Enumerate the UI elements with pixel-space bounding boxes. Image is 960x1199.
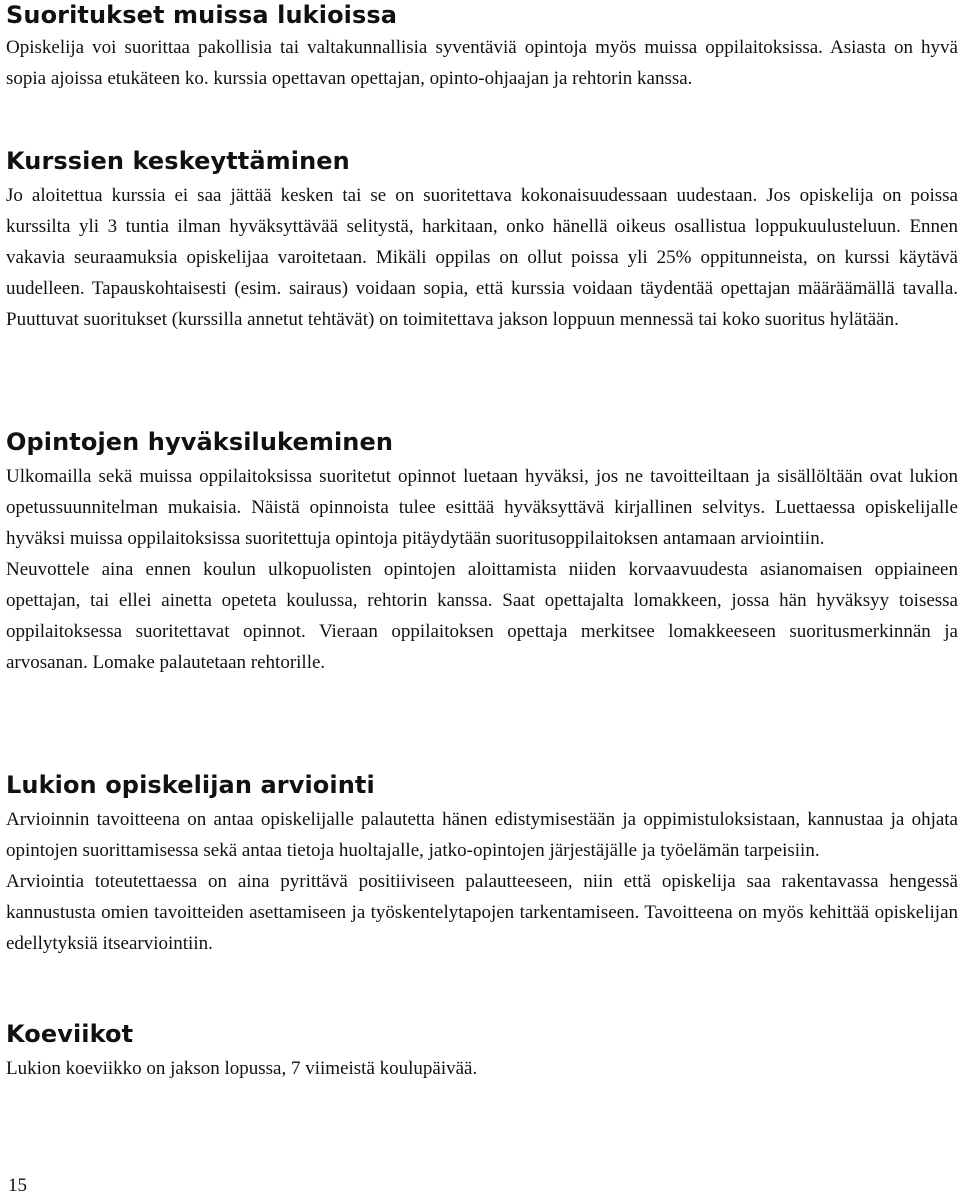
paragraph: Opiskelija voi suorittaa pakollisia tai valtakunnallisia syventäviä opintoja myös muissa oppilaitoksissa. Asiasta on hyvä sopia ajoissa etukäteen ko. kurssia opettavan opettajan, opinto-ohjaajan ja rehtorin kanssa. bbox=[6, 37, 958, 89]
section-lukion-opiskelijan-arviointi bbox=[6, 770, 958, 959]
section-heading: Kurssien keskeyttäminen bbox=[6, 147, 350, 175]
paragraph: Neuvottele aina ennen koulun ulkopuolisten opintojen aloittamista niiden korvaavuudesta asianomaisen oppiaineen opettajan, tai ellei ainetta opeteta koulussa, rehtorin kanssa. Saat opettajalta lomakkeen, jossa hän hyväksyy toisessa oppilaitoksessa suoritettavat opinnot. Vieraan oppilaitoksen opettaja merkitsee lomakkeeseen suoritusmerkinnän ja arvosanan. Lomake palautetaan rehtorille. bbox=[6, 559, 958, 673]
section-opintojen-hyvaksilukeminen bbox=[6, 427, 958, 678]
paragraph: Lukion koeviikko on jakson lopussa, 7 viimeistä koulupäivää. bbox=[6, 1058, 478, 1079]
section-suoritukset-muissa-lukioissa bbox=[6, 0, 958, 94]
section-heading: Suoritukset muissa lukioissa bbox=[6, 1, 398, 29]
section-kurssien-keskeyttaminen bbox=[6, 146, 958, 335]
paragraph: Jo aloitettua kurssia ei saa jättää kesken tai se on suoritettava kokonaisuudessaan uudestaan. Jos opiskelija on poissa kurssilta yli 3 tuntia ilman hyväksyttävää selitystä, harkitaan, onko hänellä oikeus osallistua loppukuulusteluun. Ennen vakavia seuraamuksia opiskelijaa varoitetaan. Mikäli oppilas on ollut poissa yli 25% oppitunneista, on kurssi käytävä uudelleen. Tapauskohtaisesti (esim. sairaus) voidaan sopia, että kurssia voidaan täydentää opettajan määräämällä tavalla. Puuttuvat suoritukset (kurssilla annetut tehtävät) on toimitettava jakson loppuun mennessä tai koko suoritus hylätään. bbox=[6, 185, 958, 330]
page-number: 15 bbox=[8, 1175, 27, 1196]
section-heading: Koeviikot bbox=[6, 1020, 134, 1048]
section-heading: Opintojen hyväksilukeminen bbox=[6, 428, 394, 456]
paragraph: Ulkomailla sekä muissa oppilaitoksissa suoritetut opinnot luetaan hyväksi, jos ne tavoitteiltaan ja sisällöltään ovat lukion opetussuunnitelman mukaisia. Näistä opinnoista tulee esittää hyväksyttävä kirjallinen selvitys. Luettaessa opiskelijalle hyväksi muissa oppilaitoksissa suoritettuja opintoja pitäydytään suoritusoppilaitoksen antamaan arviointiin. bbox=[6, 466, 958, 549]
paragraph: Arvioinnin tavoitteena on antaa opiskelijalle palautetta hänen edistymisestään ja oppimistuloksistaan, kannustaa ja ohjata opintojen suorittamisessa sekä antaa tietoja huoltajalle, jatko-opintojen järjestäjälle ja työelämän tarpeisiin. bbox=[6, 809, 958, 861]
section-koeviikot bbox=[6, 1019, 958, 1084]
paragraph: Arviointia toteutettaessa on aina pyrittävä positiiviseen palautteeseen, niin että opiskelija saa rakentavassa hengessä kannustusta omien tavoitteiden asettamiseen ja työskentelytapojen tarkentamiseen. Tavoitteena on myös kehittää opiskelijan edellytyksiä itsearviointiin. bbox=[6, 871, 958, 954]
section-heading: Lukion opiskelijan arviointi bbox=[6, 771, 375, 799]
